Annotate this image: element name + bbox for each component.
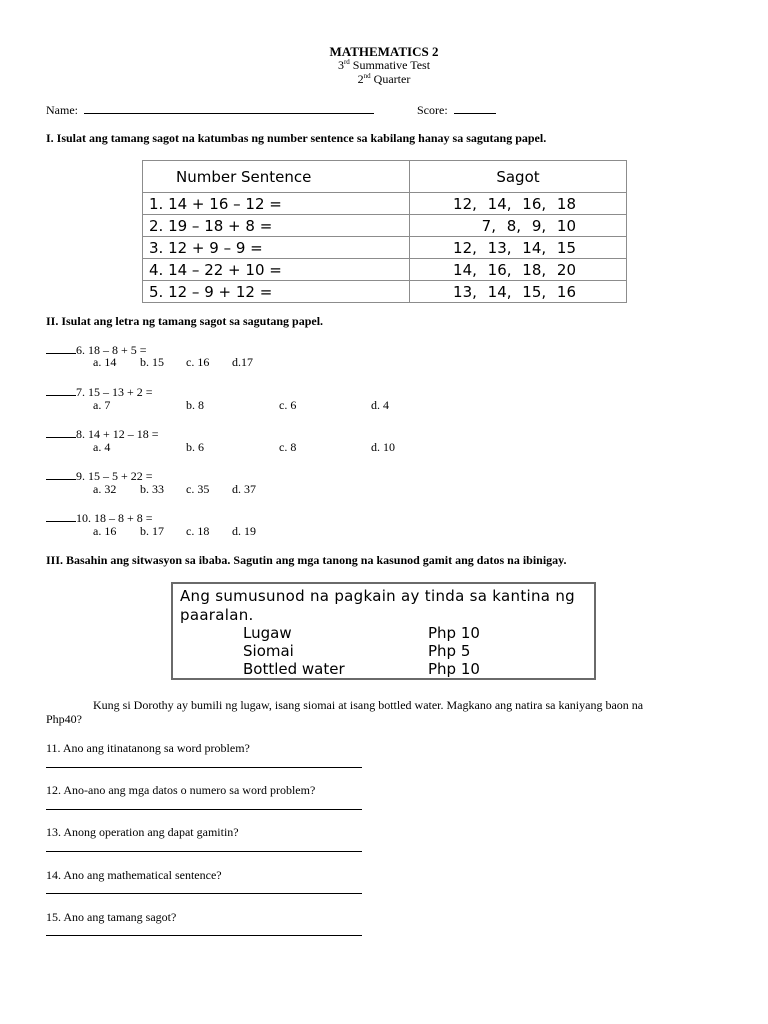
answer-choices: 13, 14, 15, 16	[410, 281, 627, 303]
answer-blank[interactable]	[46, 468, 76, 480]
menu-item: Bottled water	[243, 660, 345, 678]
option-b: b. 33	[140, 482, 164, 496]
option-a: a. 16	[93, 524, 117, 538]
score-row	[417, 102, 496, 118]
menu-item: Siomai	[243, 642, 294, 660]
name-field[interactable]	[84, 102, 374, 114]
table-row	[143, 215, 627, 237]
answer-line[interactable]	[46, 893, 362, 894]
answer-choices: 12, 13, 14, 15	[410, 237, 627, 259]
menu-price: Php 5	[428, 642, 471, 660]
option-c: c. 6	[279, 398, 297, 412]
answer-line[interactable]	[46, 809, 362, 810]
score-label: Score:	[417, 103, 448, 117]
table-row	[143, 281, 627, 303]
answer-blank[interactable]	[46, 384, 76, 396]
answer-line[interactable]	[46, 767, 362, 768]
option-b: b. 8	[186, 398, 204, 412]
page-title: MATHEMATICS 2	[329, 44, 439, 59]
name-label: Name:	[46, 103, 78, 117]
test-subtitle: 3rd Summative Test	[337, 58, 431, 72]
option-a: a. 32	[93, 482, 117, 496]
number-sentence: 4. 14 – 22 + 10 =	[143, 259, 410, 281]
question-9: 9. 15 – 5 + 22 =	[46, 468, 153, 484]
number-sentence: 5. 12 – 9 + 12 =	[143, 281, 410, 303]
question-6: 6. 18 – 8 + 5 =	[46, 342, 147, 358]
option-d: d. 37	[232, 482, 256, 496]
number-sentence: 2. 19 – 18 + 8 =	[143, 215, 410, 237]
menu-price: Php 10	[428, 660, 480, 678]
answer-line[interactable]	[46, 935, 362, 936]
quarter-subtitle: 2nd Quarter	[357, 72, 411, 86]
canteen-menu-box	[171, 582, 596, 680]
menu-intro: Ang sumusunod na pagkain ay tinda sa kantina ng paaralan.	[180, 587, 575, 624]
question-13: 13. Anong operation ang dapat gamitin?	[46, 825, 239, 839]
question-14: 14. Ano ang mathematical sentence?	[46, 868, 222, 882]
option-d: d. 4	[371, 398, 389, 412]
option-c: c. 16	[186, 355, 210, 369]
answer-choices: 7, 8, 9, 10	[410, 215, 627, 237]
section2-instruction: II. Isulat ang letra ng tamang sagot sa sagutang papel.	[46, 314, 324, 328]
option-a: a. 14	[93, 355, 117, 369]
table-row	[143, 259, 627, 281]
question-12: 12. Ano-ano ang mga datos o numero sa word problem?	[46, 783, 316, 797]
answer-choices: 12, 14, 16, 18	[410, 193, 627, 215]
menu-item: Lugaw	[243, 624, 292, 642]
option-d: d.17	[232, 355, 253, 369]
table-row	[143, 193, 627, 215]
number-sentence: 1. 14 + 16 – 12 =	[143, 193, 410, 215]
answer-line[interactable]	[46, 851, 362, 852]
option-b: b. 6	[186, 440, 204, 454]
table-row	[143, 237, 627, 259]
column-header: Number Sentence	[143, 161, 410, 193]
option-d: d. 19	[232, 524, 256, 538]
option-b: b. 15	[140, 355, 164, 369]
question-11: 11. Ano ang itinatanong sa word problem?	[46, 741, 250, 755]
word-problem-line2: Php40?	[46, 712, 82, 726]
name-row	[46, 102, 374, 118]
number-sentence: 3. 12 + 9 – 9 =	[143, 237, 410, 259]
table-header-row	[143, 161, 627, 193]
answer-blank[interactable]	[46, 342, 76, 354]
number-sentence-table	[142, 160, 627, 303]
answer-choices: 14, 16, 18, 20	[410, 259, 627, 281]
section3-instruction: III. Basahin ang sitwasyon sa ibaba. Sagutin ang mga tanong na kasunod gamit ang datos na ibinigay.	[46, 553, 567, 567]
option-a: a. 7	[93, 398, 111, 412]
option-d: d. 10	[371, 440, 395, 454]
menu-price: Php 10	[428, 624, 480, 642]
question-7: 7. 15 – 13 + 2 =	[46, 384, 153, 400]
option-c: c. 8	[279, 440, 297, 454]
section1-instruction: I. Isulat ang tamang sagot na katumbas ng number sentence sa kabilang hanay sa sagutang papel.	[46, 131, 547, 145]
word-problem-line1: Kung si Dorothy ay bumili ng lugaw, isang siomai at isang bottled water. Magkano ang natira sa kaniyang baon na	[93, 698, 644, 712]
answer-blank[interactable]	[46, 510, 76, 522]
question-10: 10. 18 – 8 + 8 =	[46, 510, 153, 526]
option-c: c. 18	[186, 524, 210, 538]
option-a: a. 4	[93, 440, 111, 454]
score-field[interactable]	[454, 102, 496, 114]
question-15: 15. Ano ang tamang sagot?	[46, 910, 177, 924]
answer-blank[interactable]	[46, 426, 76, 438]
question-8: 8. 14 + 12 – 18 =	[46, 426, 159, 442]
column-header: Sagot	[410, 161, 627, 193]
option-b: b. 17	[140, 524, 164, 538]
option-c: c. 35	[186, 482, 210, 496]
